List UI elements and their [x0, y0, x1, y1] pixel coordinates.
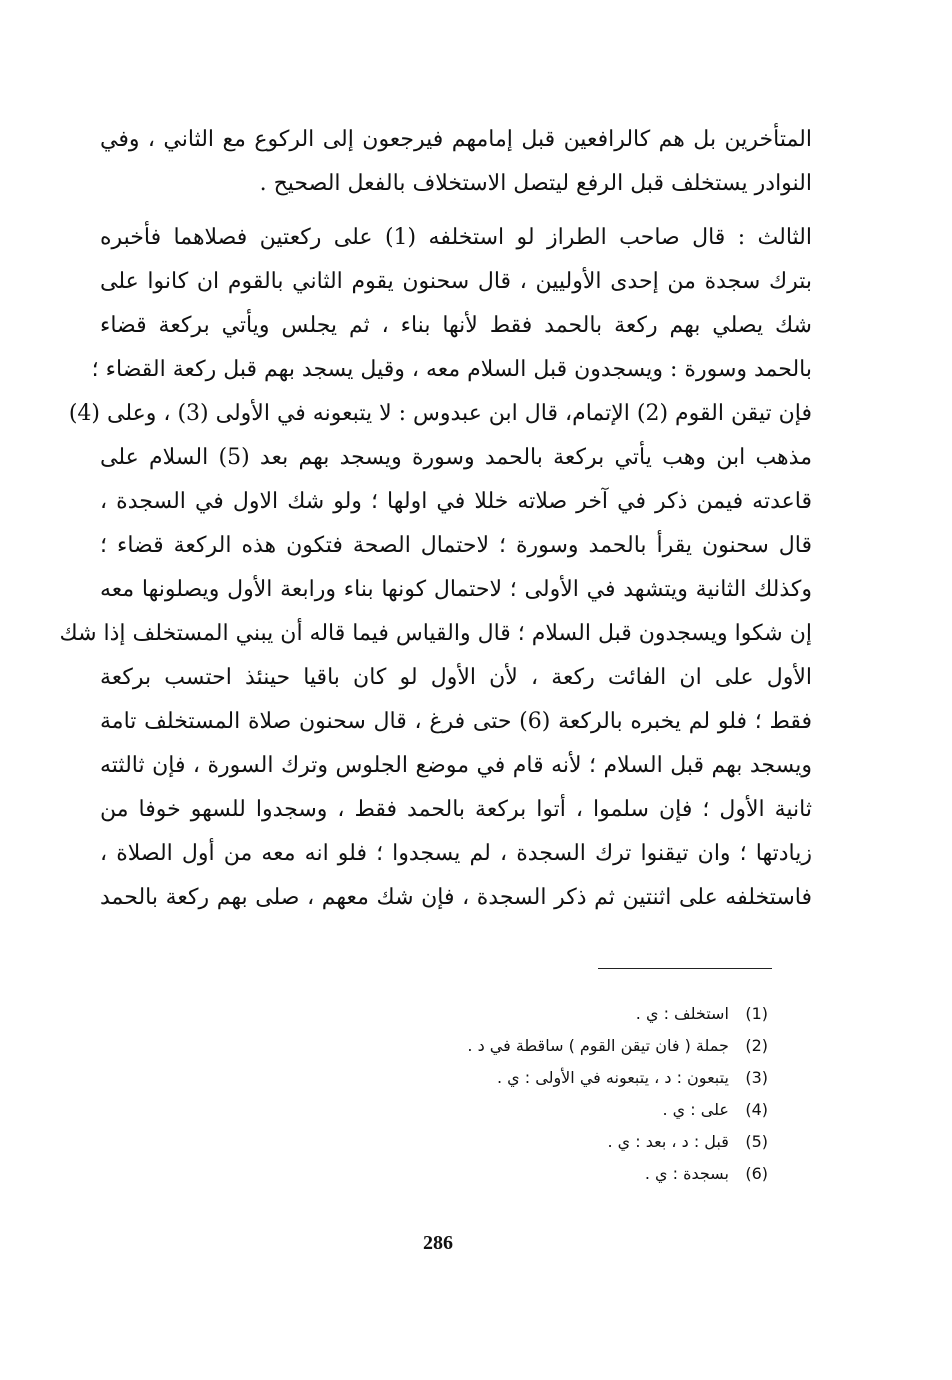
footnote-number: (5) [745, 1132, 768, 1151]
text-line: النوادر يستخلف قبل الرفع ليتصل الاستخلاف بالفعل الصحيح . [259, 171, 812, 196]
text-line: إن شكوا ويسجدون قبل السلام ؛ قال والقياس فيما قاله أن يبني المستخلف إذا شك [59, 621, 812, 646]
text-line: فاستخلفه على اثنتين ثم ذكر السجدة ، فإن شك معهم ، صلى بهم ركعة بالحمد [100, 885, 812, 910]
text-line: ثانية الأول ؛ فإن سلموا ، أتوا بركعة بالحمد فقط ، وسجدوا للسهو خوفا من [100, 797, 812, 822]
footnote-number: (2) [745, 1036, 768, 1055]
footnote [248, 1030, 768, 1062]
text-line: زيادتها ؛ وان تيقنوا ترك السجدة ، لم يسجدوا ؛ فلو انه معه من أول الصلاة ، [100, 841, 812, 866]
text-line: شك يصلي بهم ركعة بالحمد فقط لأنها بناء ، ثم يجلس ويأتي بركعة قضاء [100, 313, 812, 338]
footnote [248, 998, 768, 1030]
footnote-text: على : ي . [662, 1100, 729, 1119]
footnote-text: بسجدة : ي . [644, 1164, 729, 1183]
text-line: قاعدته فيمن ذكر في آخر صلاته خللا في اولها ؛ ولو شك الاول في السجدة ، [100, 489, 812, 514]
footnote-text: استخلف : ي . [635, 1004, 729, 1023]
text-line: فإن تيقن القوم (2) الإتمام، قال ابن عبدوس : لا يتبعونه في الأولى (3) ، وعلى (4) [68, 401, 812, 426]
footnote-text: يتبعون : د ، يتبعونه في الأولى : ي . [496, 1068, 729, 1087]
text-line: مذهب ابن وهب يأتي بركعة بالحمد وسورة ويسجد بهم بعد (5) السلام على [100, 445, 812, 470]
footnote-divider [598, 968, 772, 969]
footnote-number: (6) [745, 1164, 768, 1183]
text-line: ويسجد بهم قبل السلام ؛ لأنه قام في موضع الجلوس وترك السورة ، فإن ثالثته [100, 753, 812, 778]
footnote [248, 1062, 768, 1094]
text-line: بالحمد وسورة : ويسجدون قبل السلام معه ، وقيل يسجد بهم قبل ركعة القضاء ؛ [91, 357, 812, 382]
footnote-number: (1) [745, 1004, 768, 1023]
footnote [248, 1158, 768, 1190]
main-text [59, 118, 812, 920]
page-number: 286 [423, 1232, 453, 1254]
footnote-text: جملة ( فان تيقن القوم ) ساقطة في د . [467, 1036, 729, 1055]
text-line: المتأخرين بل هم كالرافعين قبل إمامهم فيرجعون إلى الركوع مع الثاني ، وفي [100, 127, 812, 152]
text-line: الأول على ان الفائت ركعة ، لأن الأول لو كان باقيا حينئذ احتسب بركعة [100, 665, 812, 690]
text-line: قال سحنون يقرأ بالحمد وسورة ؛ لاحتمال الصحة فتكون هذه الركعة قضاء ؛ [100, 533, 812, 558]
footnotes [248, 998, 768, 1190]
footnote [248, 1094, 768, 1126]
footnote-number: (3) [745, 1068, 768, 1087]
footnote-number: (4) [745, 1100, 768, 1119]
footnote [248, 1126, 768, 1158]
text-line: وكذلك الثانية ويتشهد في الأولى ؛ لاحتمال كونها بناء ورابعة الأول ويصلونها معه [100, 577, 812, 602]
footnote-text: قبل : د ، بعد : ي . [607, 1132, 729, 1151]
text-line: فقط ؛ فلو لم يخبره بالركعة (6) حتى فرغ ، قال سحنون صلاة المستخلف تامة [100, 709, 812, 734]
text-line: الثالث : قال صاحب الطراز لو استخلفه (1) على ركعتين فصلاهما فأخبره [100, 225, 812, 250]
text-line: بترك سجدة من إحدى الأوليين ، قال سحنون يقوم الثاني بالقوم ان كانوا على [100, 269, 812, 294]
